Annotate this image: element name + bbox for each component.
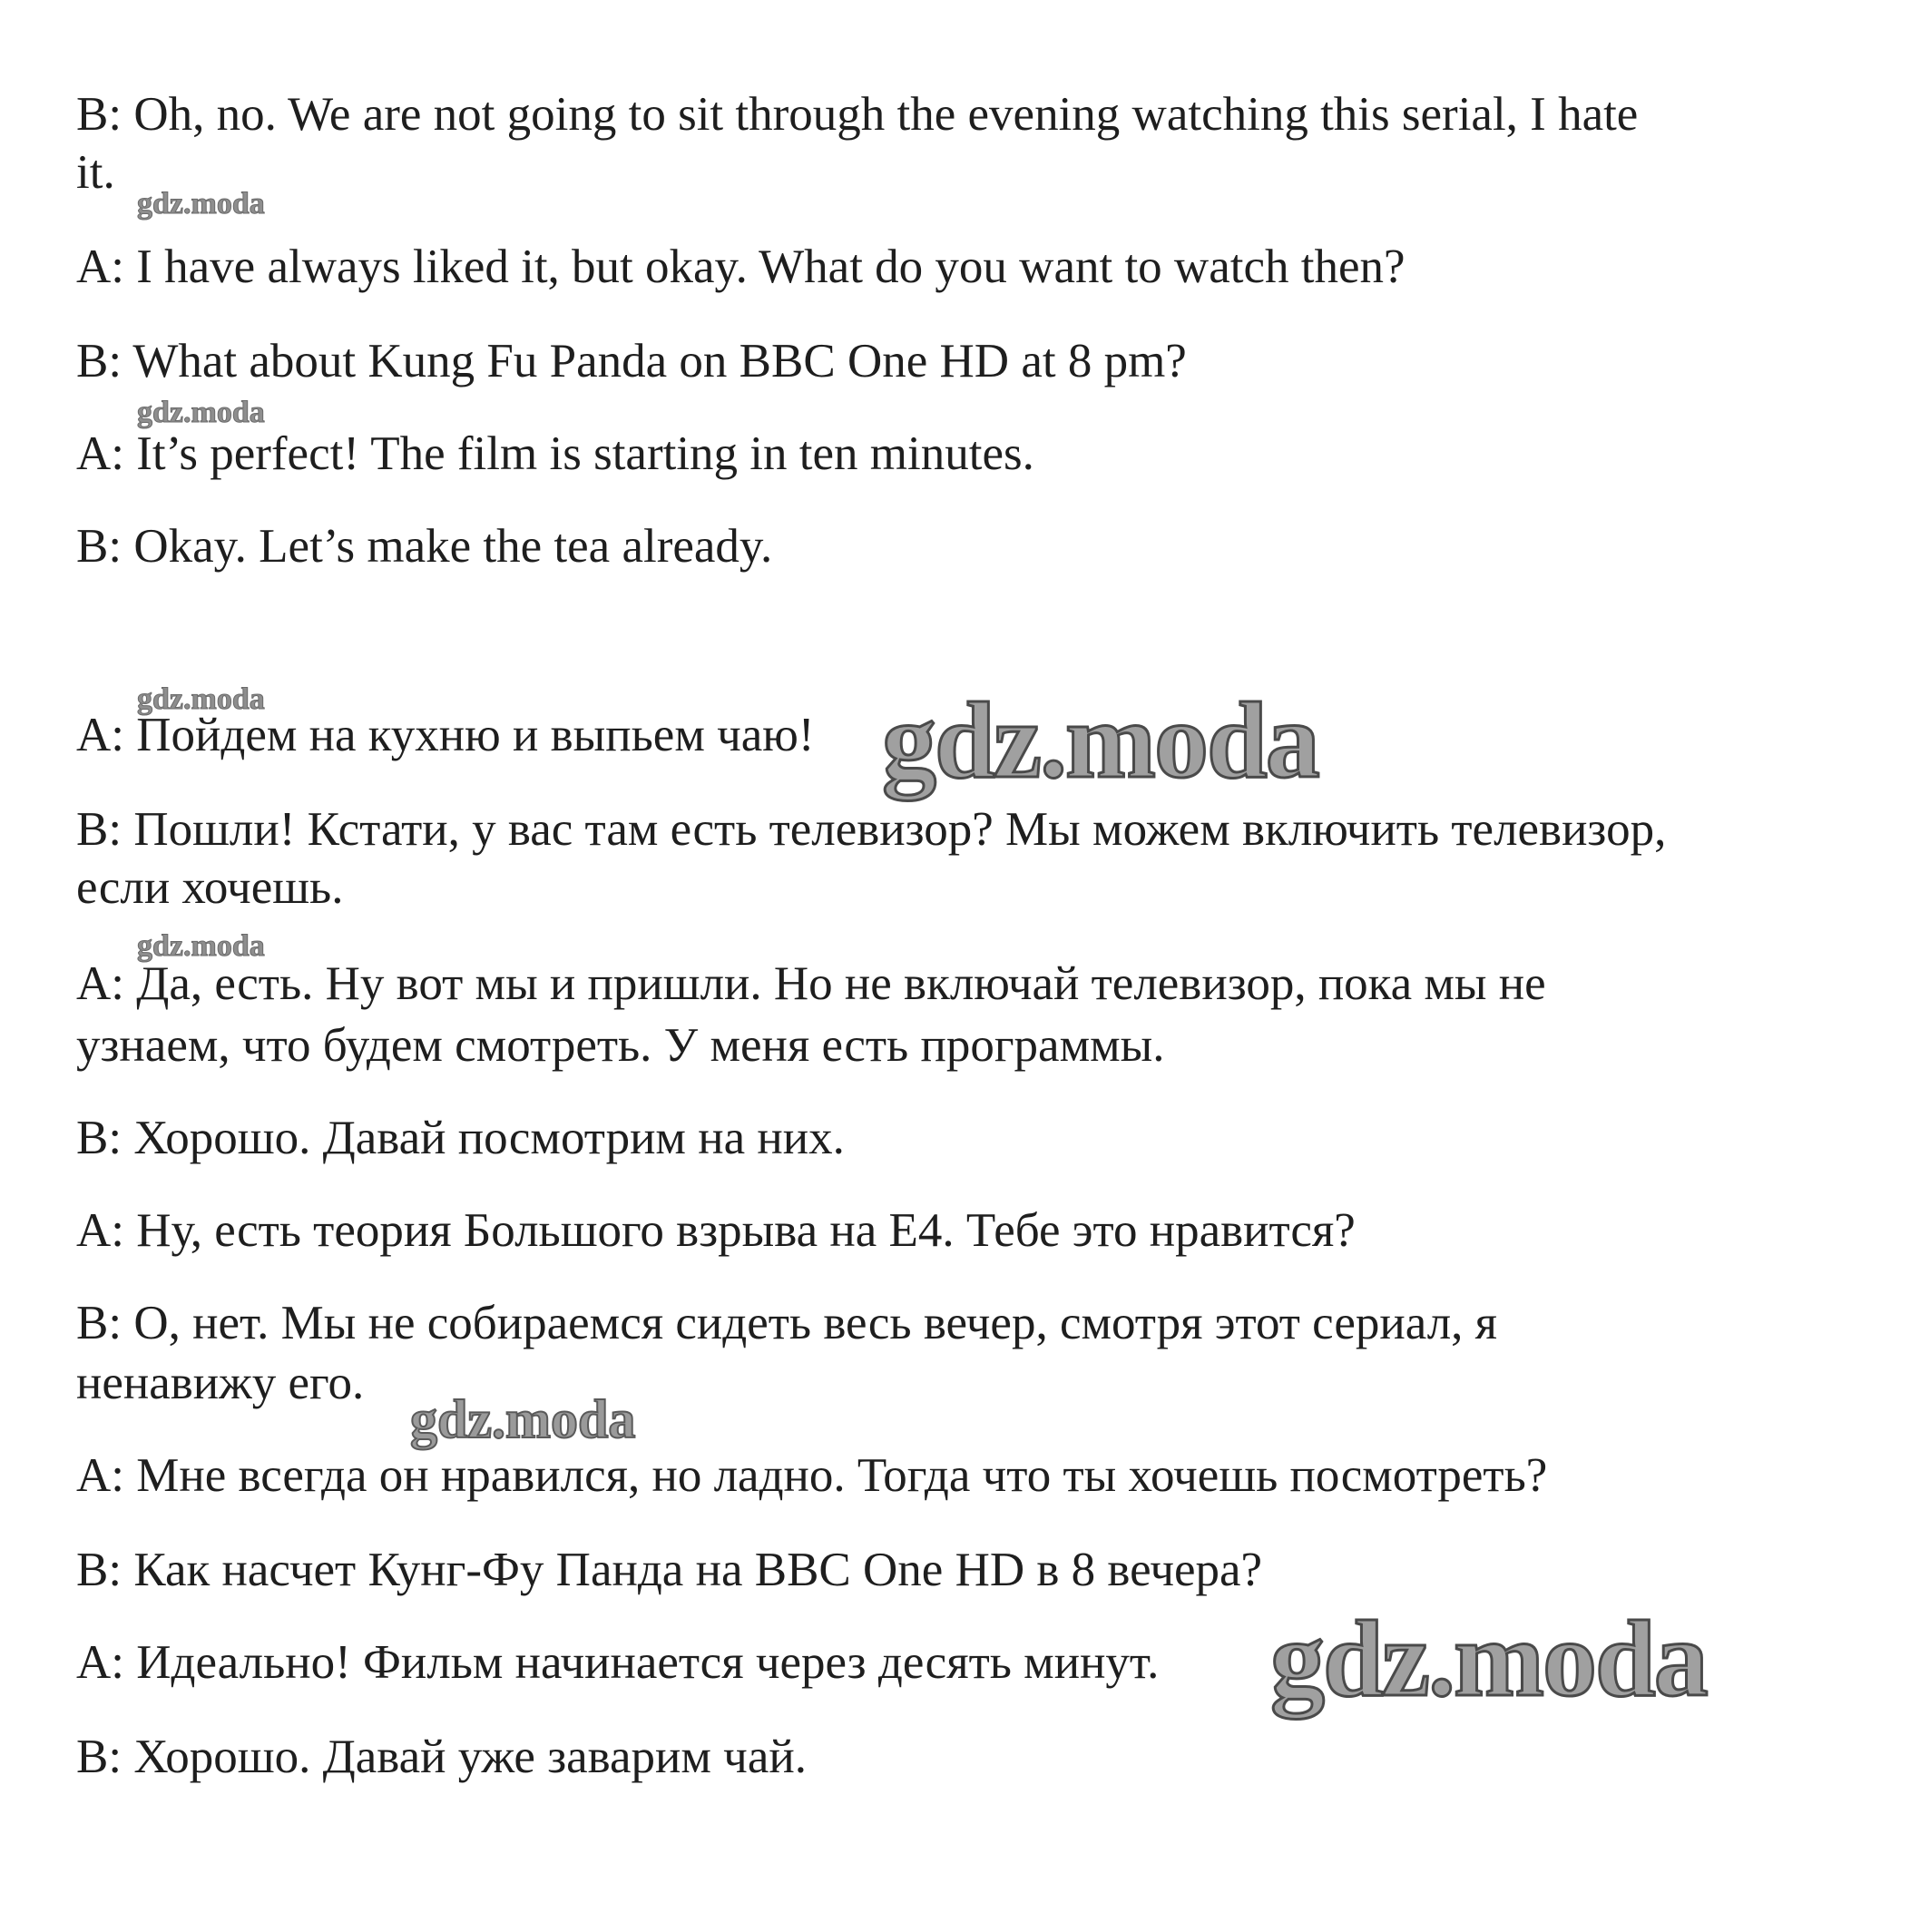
dialogue-line: B: Okay. Let’s make the tea already.: [76, 520, 773, 573]
dialogue-line: A: Да, есть. Ну вот мы и пришли. Но не включай телевизор, пока мы не: [76, 957, 1546, 1010]
dialogue-line: it.: [76, 146, 115, 199]
dialogue-line: A: Пойдем на кухню и выпьем чаю!: [76, 709, 815, 761]
dialogue-line: если хочешь.: [76, 861, 344, 914]
dialogue-line: A: It’s perfect! The film is starting in ten minutes.: [76, 427, 1034, 480]
watermark-small: gdz.moda: [137, 396, 265, 429]
dialogue-line: B: Пошли! Кстати, у вас там есть телевизор? Мы можем включить телевизор,: [76, 803, 1667, 856]
dialogue-line: A: Ну, есть теория Большого взрыва на E4. Тебе это нравится?: [76, 1204, 1356, 1257]
dialogue-line: A: Мне всегда он нравился, но ладно. Тогда что ты хочешь посмотреть?: [76, 1449, 1548, 1502]
dialogue-line: B: What about Kung Fu Panda on BBC One HD at 8 pm?: [76, 335, 1187, 387]
dialogue-line: B: О, нет. Мы не собираемся сидеть весь вечер, смотря этот сериал, я: [76, 1297, 1498, 1349]
dialogue-line: B: Oh, no. We are not going to sit through the evening watching this serial, I hate: [76, 88, 1639, 141]
dialogue-line: B: Хорошо. Давай уже заварим чай.: [76, 1731, 807, 1783]
dialogue-line: A: I have always liked it, but okay. What do you want to watch then?: [76, 240, 1406, 293]
dialogue-line: B: Как насчет Кунг-Фу Панда на BBC One HD в 8 вечера?: [76, 1544, 1263, 1596]
watermark-medium: gdz.moda: [410, 1389, 636, 1449]
dialogue-line: B: Хорошо. Давай посмотрим на них.: [76, 1112, 845, 1164]
watermark-small: gdz.moda: [137, 187, 265, 221]
watermark-large: gdz.moda: [1270, 1598, 1707, 1719]
watermark-small: gdz.moda: [137, 682, 265, 716]
dialogue-line: ненавижу его.: [76, 1357, 365, 1409]
watermark-small: gdz.moda: [137, 929, 265, 963]
dialogue-line: узнаем, что будем смотреть. У меня есть программы.: [76, 1019, 1165, 1072]
dialogue-line: A: Идеально! Фильм начинается через десять минут.: [76, 1636, 1160, 1689]
watermark-large: gdz.moda: [882, 680, 1318, 800]
